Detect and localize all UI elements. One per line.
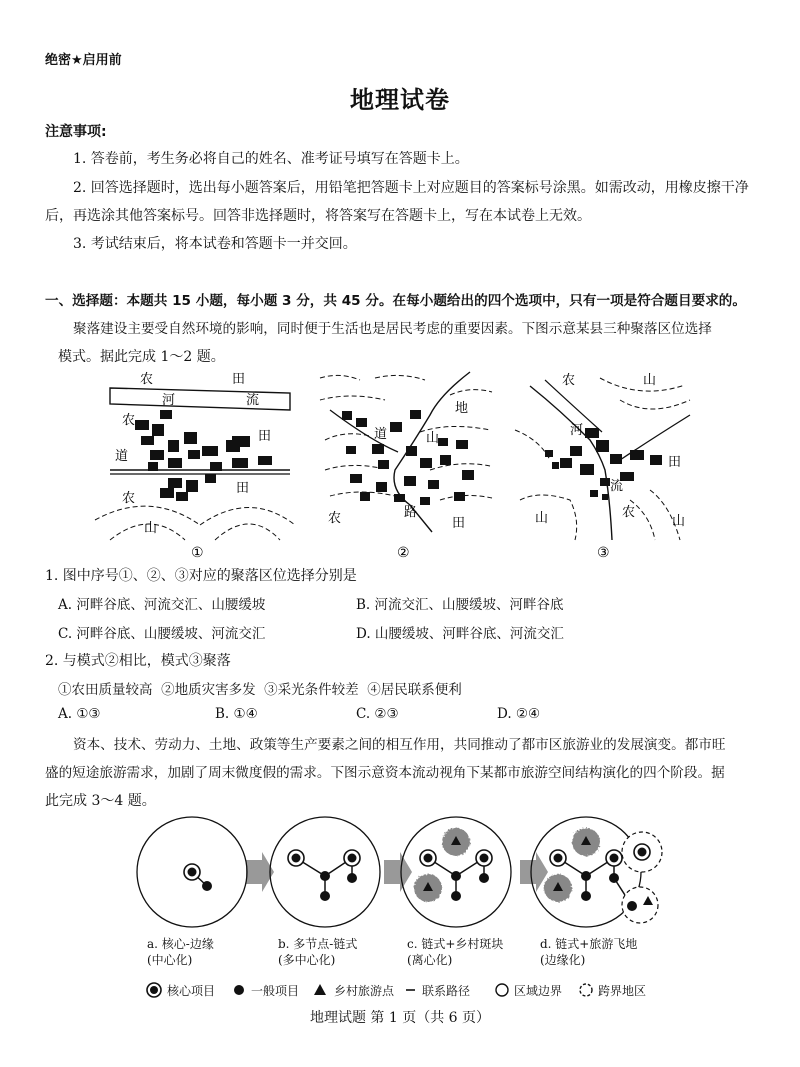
- notice-heading: 注意事项:: [45, 124, 107, 140]
- stage-arrow-2: [384, 852, 412, 892]
- map1-label-tian2: 田: [258, 429, 272, 444]
- map3-label-nong: 农: [562, 373, 576, 388]
- q2-option-d: D. ②④: [497, 706, 541, 722]
- legend-boundary: 区域边界: [514, 984, 563, 998]
- page-title: 地理试卷: [350, 86, 450, 114]
- notice-item-1: 1. 答卷前，考生务必将自己的姓名、准考证号填写在答题卡上。: [73, 151, 469, 167]
- q2-option-a: A. ①③: [58, 706, 101, 722]
- stage-c-subtitle: (离心化): [407, 953, 453, 967]
- q2-option-b: B. ①④: [215, 706, 258, 722]
- settlement-map-2: [320, 372, 492, 561]
- stage-d-diagram: [531, 817, 662, 927]
- q2-stem: 2. 与模式②相比，模式③聚落: [45, 653, 231, 669]
- stage-b-diagram: [270, 817, 380, 927]
- notice-item-2: 2. 回答选择题时，选出每小题答案后，用铅笔把答题卡上对应题目的答案标号涂黑。如需改动，用橡皮擦干净: [73, 180, 749, 196]
- stage-a-caption: [147, 936, 247, 968]
- section1-intro-2: 模式。据此完成 1～2 题。: [58, 349, 225, 365]
- stage-arrow-1: [246, 852, 274, 892]
- passage2-line-2: 盛的短途旅游需求，加剧了周末微度假的需求。下图示意资本流动视角下某都市旅游空间结构演化的四个阶段。据: [45, 765, 725, 781]
- map1-label-nong2: 农: [122, 413, 136, 428]
- map2-number: ②: [397, 545, 410, 561]
- map3-label-shan1: 山: [643, 373, 657, 388]
- map2-label-di: 地: [455, 401, 469, 416]
- map1-label-he: 河: [162, 393, 176, 408]
- map1-label-liu: 流: [246, 393, 260, 408]
- notice-item-3: 3. 考试结束后，将本试卷和答题卡一并交回。: [73, 236, 357, 252]
- map3-label-shan2: 山: [535, 511, 549, 526]
- page-footer: 地理试题 第 1 页（共 6 页）: [309, 1010, 491, 1026]
- map3-label-shan3: 山: [672, 514, 686, 529]
- settlement-map-3: [515, 373, 690, 561]
- stage-c-diagram: [401, 817, 511, 927]
- stage-c-title: c. 链式+乡村斑块: [407, 937, 504, 951]
- map1-label-nong3: 农: [122, 491, 136, 506]
- section1-heading: 一、选择题：本题共 15 小题，每小题 3 分，共 45 分。在每小题给出的四个选项中，只有一项是符合题目要求的。: [45, 293, 746, 309]
- q2-option-c: C. ②③: [356, 706, 399, 722]
- map3-label-nong2: 农: [622, 505, 636, 520]
- stage-d-caption: [540, 936, 660, 968]
- passage2-line-3: 此完成 3～4 题。: [45, 793, 156, 809]
- passage2-line-1: 资本、技术、劳动力、土地、政策等生产要素之间的相互作用，共同推动了都市区旅游业的发展演变。都市旺: [73, 737, 726, 753]
- stage-d-title: d. 链式+旅游飞地: [540, 937, 638, 951]
- map2-label-tian: 田: [452, 516, 466, 531]
- stage-b-subtitle: (多中心化): [278, 953, 336, 967]
- map1-number: ①: [191, 545, 204, 561]
- map2-label-shan: 山: [426, 431, 440, 446]
- stage-d-subtitle: (边缘化): [540, 953, 586, 967]
- stage-arrow-3: [520, 852, 548, 892]
- map3-number: ③: [597, 545, 610, 561]
- map3-label-he: 河: [570, 423, 584, 438]
- legend-rural-spot: 乡村旅游点: [334, 984, 395, 998]
- q1-option-d: D. 山腰缓坡、河畔谷底、河流交汇: [356, 626, 564, 642]
- q2-statements: ①农田质量较高 ②地质灾害多发 ③采光条件较差 ④居民联系便利: [58, 682, 462, 698]
- map1-label-tian: 田: [232, 372, 246, 387]
- map3-label-tian: 田: [668, 455, 682, 470]
- stage-c-caption: [407, 936, 522, 968]
- legend-core-project: 核心项目: [167, 984, 216, 998]
- stage-b-caption: [278, 936, 388, 968]
- map2-label-dao: 道: [374, 427, 388, 442]
- q1-stem: 1. 图中序号①、②、③对应的聚落区位选择分别是: [45, 568, 357, 584]
- map1-label-dao: 道: [115, 449, 129, 464]
- map2-label-lu: 路: [404, 505, 418, 520]
- stage-a-diagram: [137, 817, 247, 927]
- map1-label-nong: 农: [140, 372, 154, 387]
- notice-item-2-cont: 后，再选涂其他答案标号。回答非选择题时，将答案写在答题卡上，写在本试卷上无效。: [45, 208, 591, 224]
- legend-path: 联系路径: [422, 984, 471, 998]
- legend-cross-border: 跨界地区: [598, 984, 647, 998]
- map3-label-liu: 流: [610, 479, 624, 494]
- settlement-map-1: [95, 372, 295, 561]
- map1-label-shan: 山: [144, 521, 158, 536]
- section1-intro-1: 聚落建设主要受自然环境的影响，同时便于生活也是居民考虑的重要因素。下图示意某县三种聚落区位选择: [73, 321, 712, 337]
- q1-option-b: B. 河流交汇、山腰缓坡、河畔谷底: [356, 597, 564, 613]
- q1-option-c: C. 河畔谷底、山腰缓坡、河流交汇: [58, 626, 266, 642]
- secret-label: 绝密★启用前: [45, 53, 122, 68]
- stage-a-subtitle: (中心化): [147, 953, 193, 967]
- map1-label-tian3: 田: [236, 481, 250, 496]
- stage-b-title: b. 多节点-链式: [278, 937, 358, 951]
- legend-general-project: 一般项目: [251, 984, 300, 998]
- stage-a-title: a. 核心-边缘: [147, 937, 214, 951]
- q1-option-a: A. 河畔谷底、河流交汇、山腰缓坡: [58, 597, 266, 613]
- map2-label-nong: 农: [328, 511, 342, 526]
